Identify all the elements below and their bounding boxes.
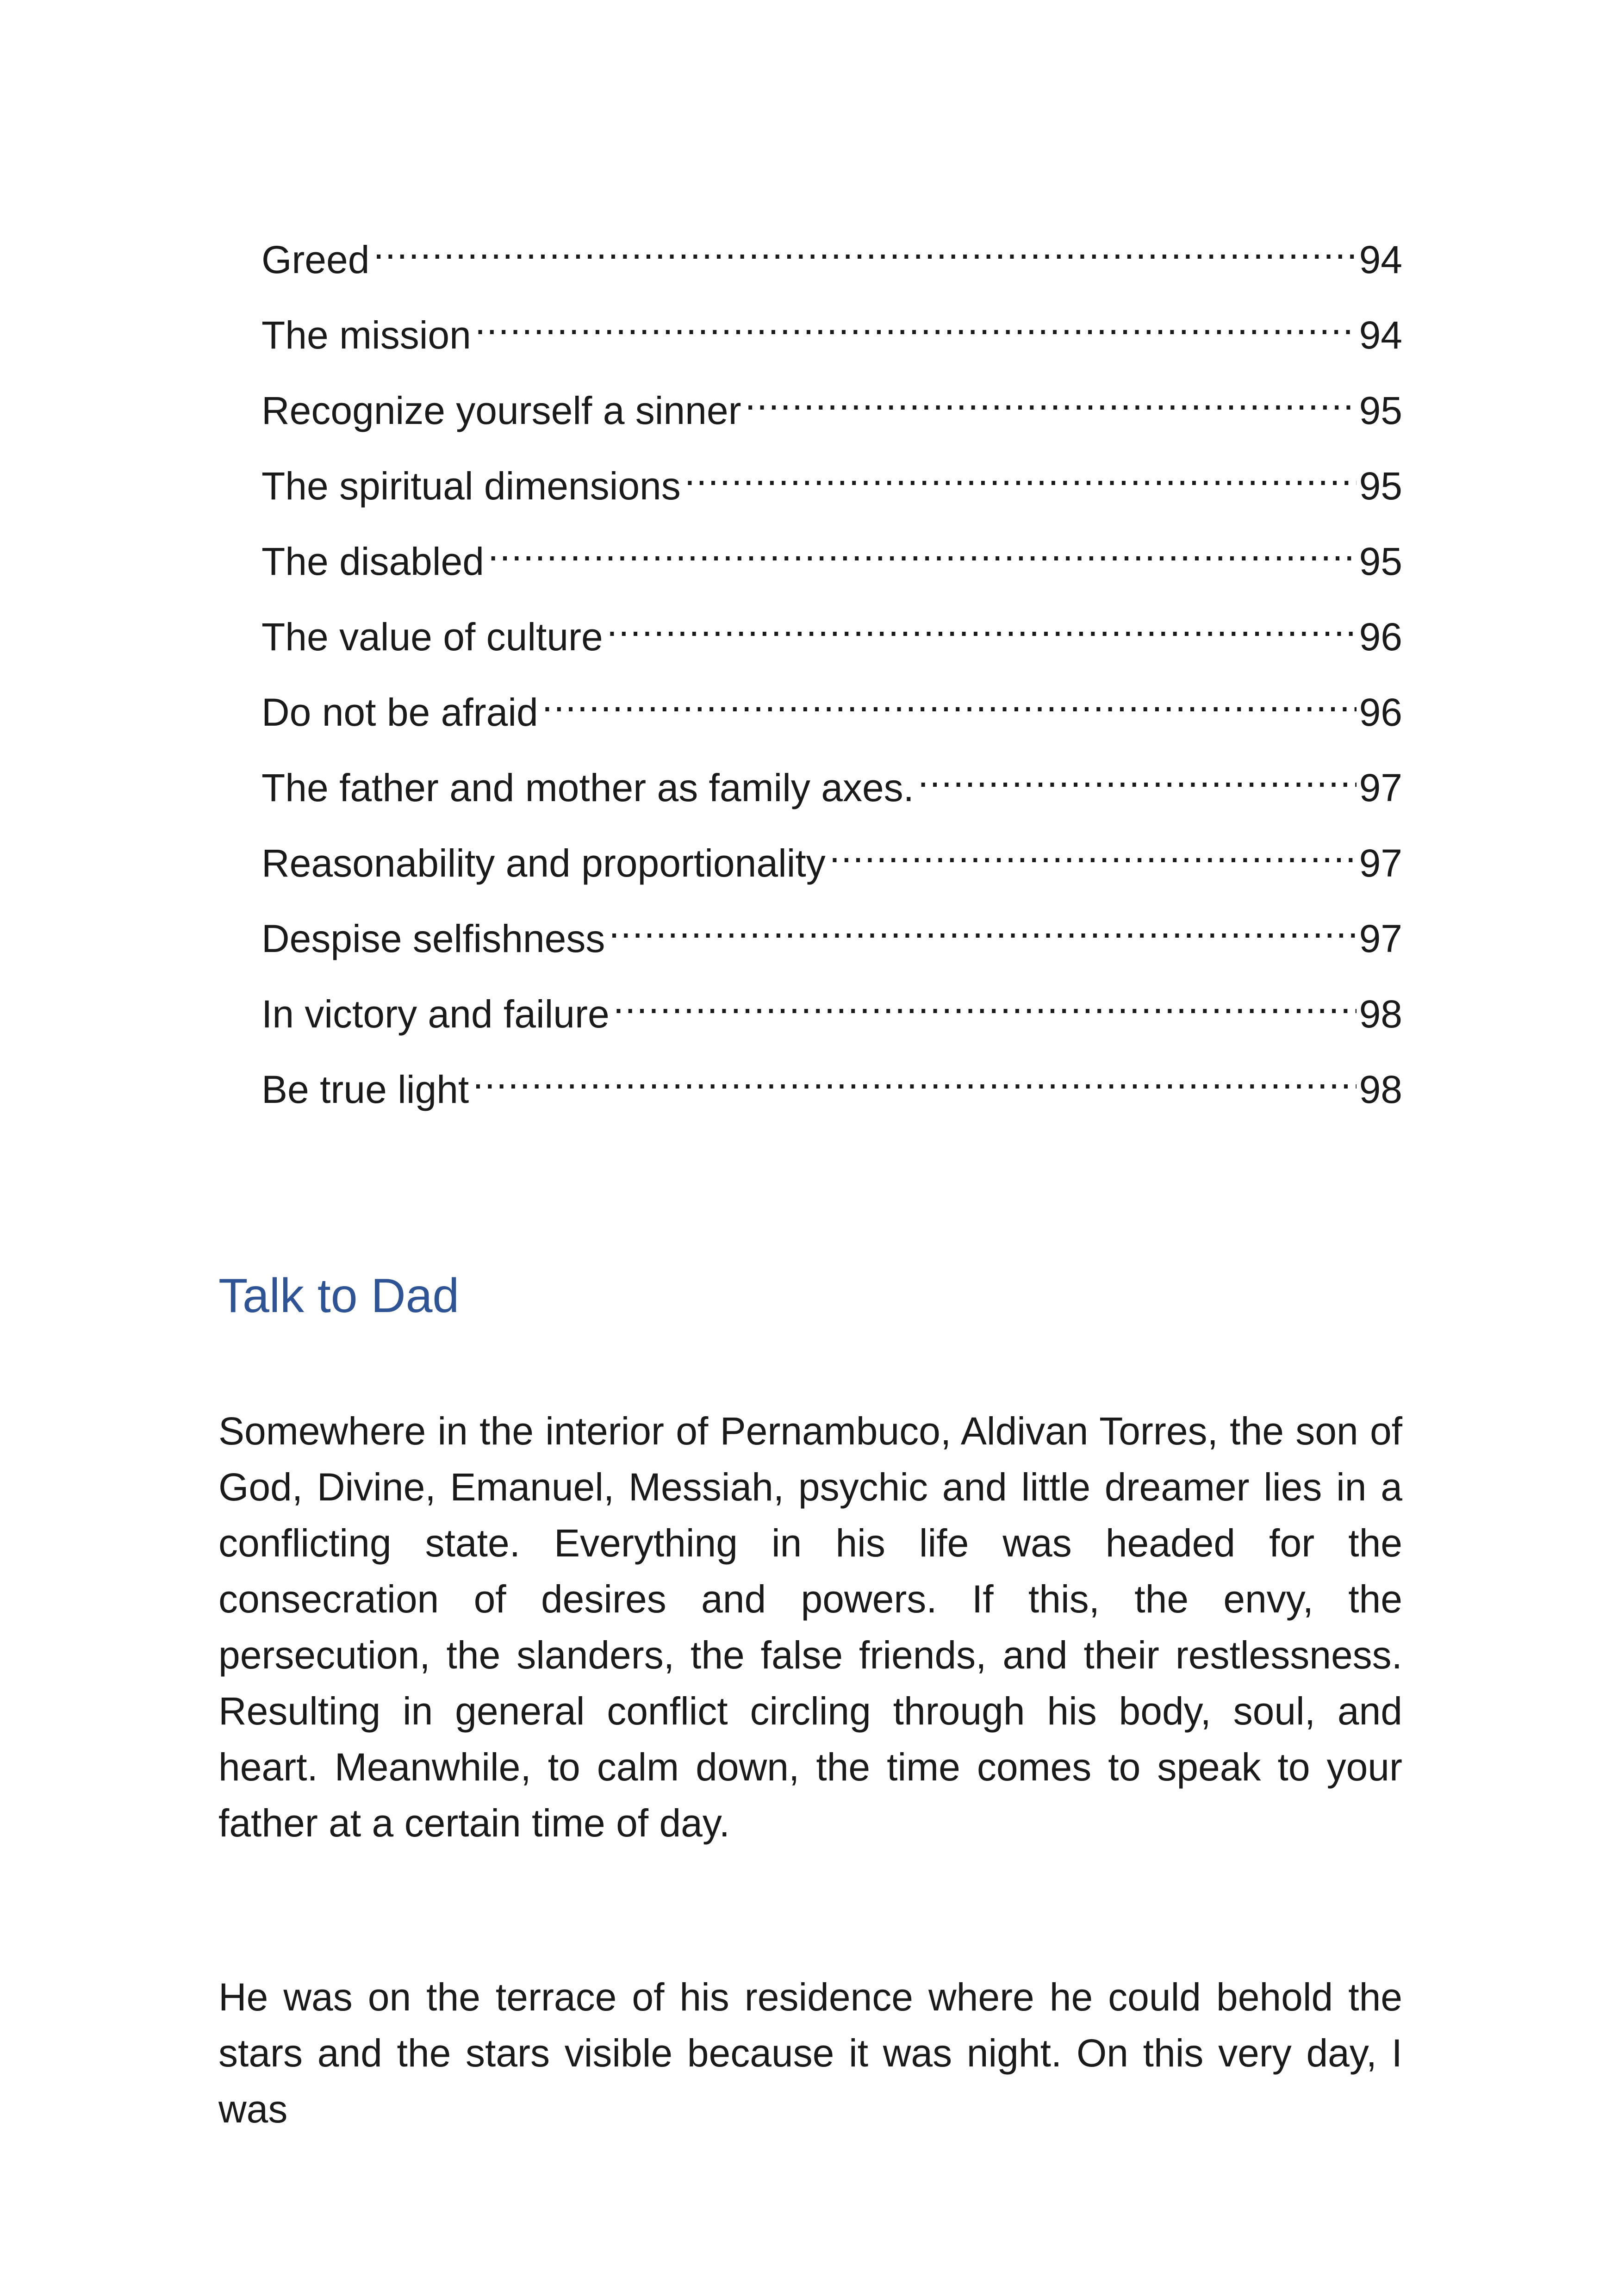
toc-dot-leader (609, 896, 1356, 952)
toc-dot-leader (475, 293, 1357, 348)
toc-page-number: 98 (1357, 986, 1402, 1042)
toc-dot-leader (613, 972, 1357, 1027)
toc-entry-title: Recognize yourself a sinner (261, 383, 745, 438)
toc-dot-leader (918, 746, 1357, 801)
toc-page-number: 95 (1357, 534, 1402, 589)
toc-entry[interactable] (261, 821, 1402, 896)
toc-entry-title: The mission (261, 307, 475, 363)
toc-dot-leader (745, 368, 1357, 424)
toc-entry-title: Greed (261, 232, 373, 287)
toc-entry[interactable] (261, 519, 1402, 595)
toc-entry-title: Despise selfishness (261, 911, 609, 966)
body-paragraph: He was on the terrace of his residence where he could behold the stars and the stars visible because it was night. On this very day, I was (218, 1975, 1402, 2131)
toc-page-number: 95 (1357, 458, 1402, 514)
toc-page-number: 98 (1357, 1062, 1402, 1117)
toc-entry[interactable] (261, 896, 1402, 972)
toc-entry-title: Do not be afraid (261, 684, 542, 740)
toc-page-number: 95 (1357, 383, 1402, 438)
toc-entry[interactable] (261, 972, 1402, 1047)
toc-dot-leader (473, 1047, 1356, 1103)
toc-entry[interactable] (261, 746, 1402, 821)
toc-entry-title: The father and mother as family axes. (261, 760, 918, 815)
toc-entry[interactable] (261, 368, 1402, 444)
toc-entry[interactable] (261, 1047, 1402, 1123)
toc-page-number: 94 (1357, 232, 1402, 287)
toc-entry[interactable] (261, 595, 1402, 670)
toc-dot-leader (542, 670, 1357, 726)
toc-dot-leader (373, 218, 1356, 273)
toc-entry[interactable] (261, 218, 1402, 293)
toc-dot-leader (607, 595, 1357, 650)
toc-page-number: 96 (1357, 684, 1402, 740)
toc-entry-title: Be true light (261, 1062, 473, 1117)
toc-dot-leader (488, 519, 1357, 575)
toc-page-number: 97 (1357, 760, 1402, 815)
toc-entry[interactable] (261, 670, 1402, 746)
toc-entry[interactable] (261, 444, 1402, 519)
toc-dot-leader (685, 444, 1357, 499)
toc-entry-title: The disabled (261, 534, 488, 589)
toc-page-number: 97 (1357, 835, 1402, 891)
toc-entry-title: In victory and failure (261, 986, 613, 1042)
table-of-contents (261, 218, 1402, 1123)
toc-entry-title: The spiritual dimensions (261, 458, 685, 514)
toc-page-number: 96 (1357, 609, 1402, 665)
toc-entry-title: The value of culture (261, 609, 607, 665)
toc-page-number: 94 (1357, 307, 1402, 363)
toc-entry[interactable] (261, 293, 1402, 368)
toc-entry-title: Reasonability and proportionality (261, 835, 829, 891)
toc-dot-leader (829, 821, 1357, 877)
body-paragraph: Somewhere in the interior of Pernambuco, Aldivan Torres, the son of God, Divine, Emanuel, Messiah, psychic and little dreamer lies in a conflicting state. Everything in his life was headed for the consecration of desires and powers. If this, the envy, the persecution, the slanders, the false friends, and their restlessness. Resulting in general conflict circling through his body, soul, and heart. Meanwhile, to calm down, the time comes to speak to your father at a certain time of day. (218, 1409, 1402, 1845)
chapter-heading: Talk to Dad (218, 1269, 460, 1323)
toc-page-number: 97 (1357, 911, 1402, 966)
